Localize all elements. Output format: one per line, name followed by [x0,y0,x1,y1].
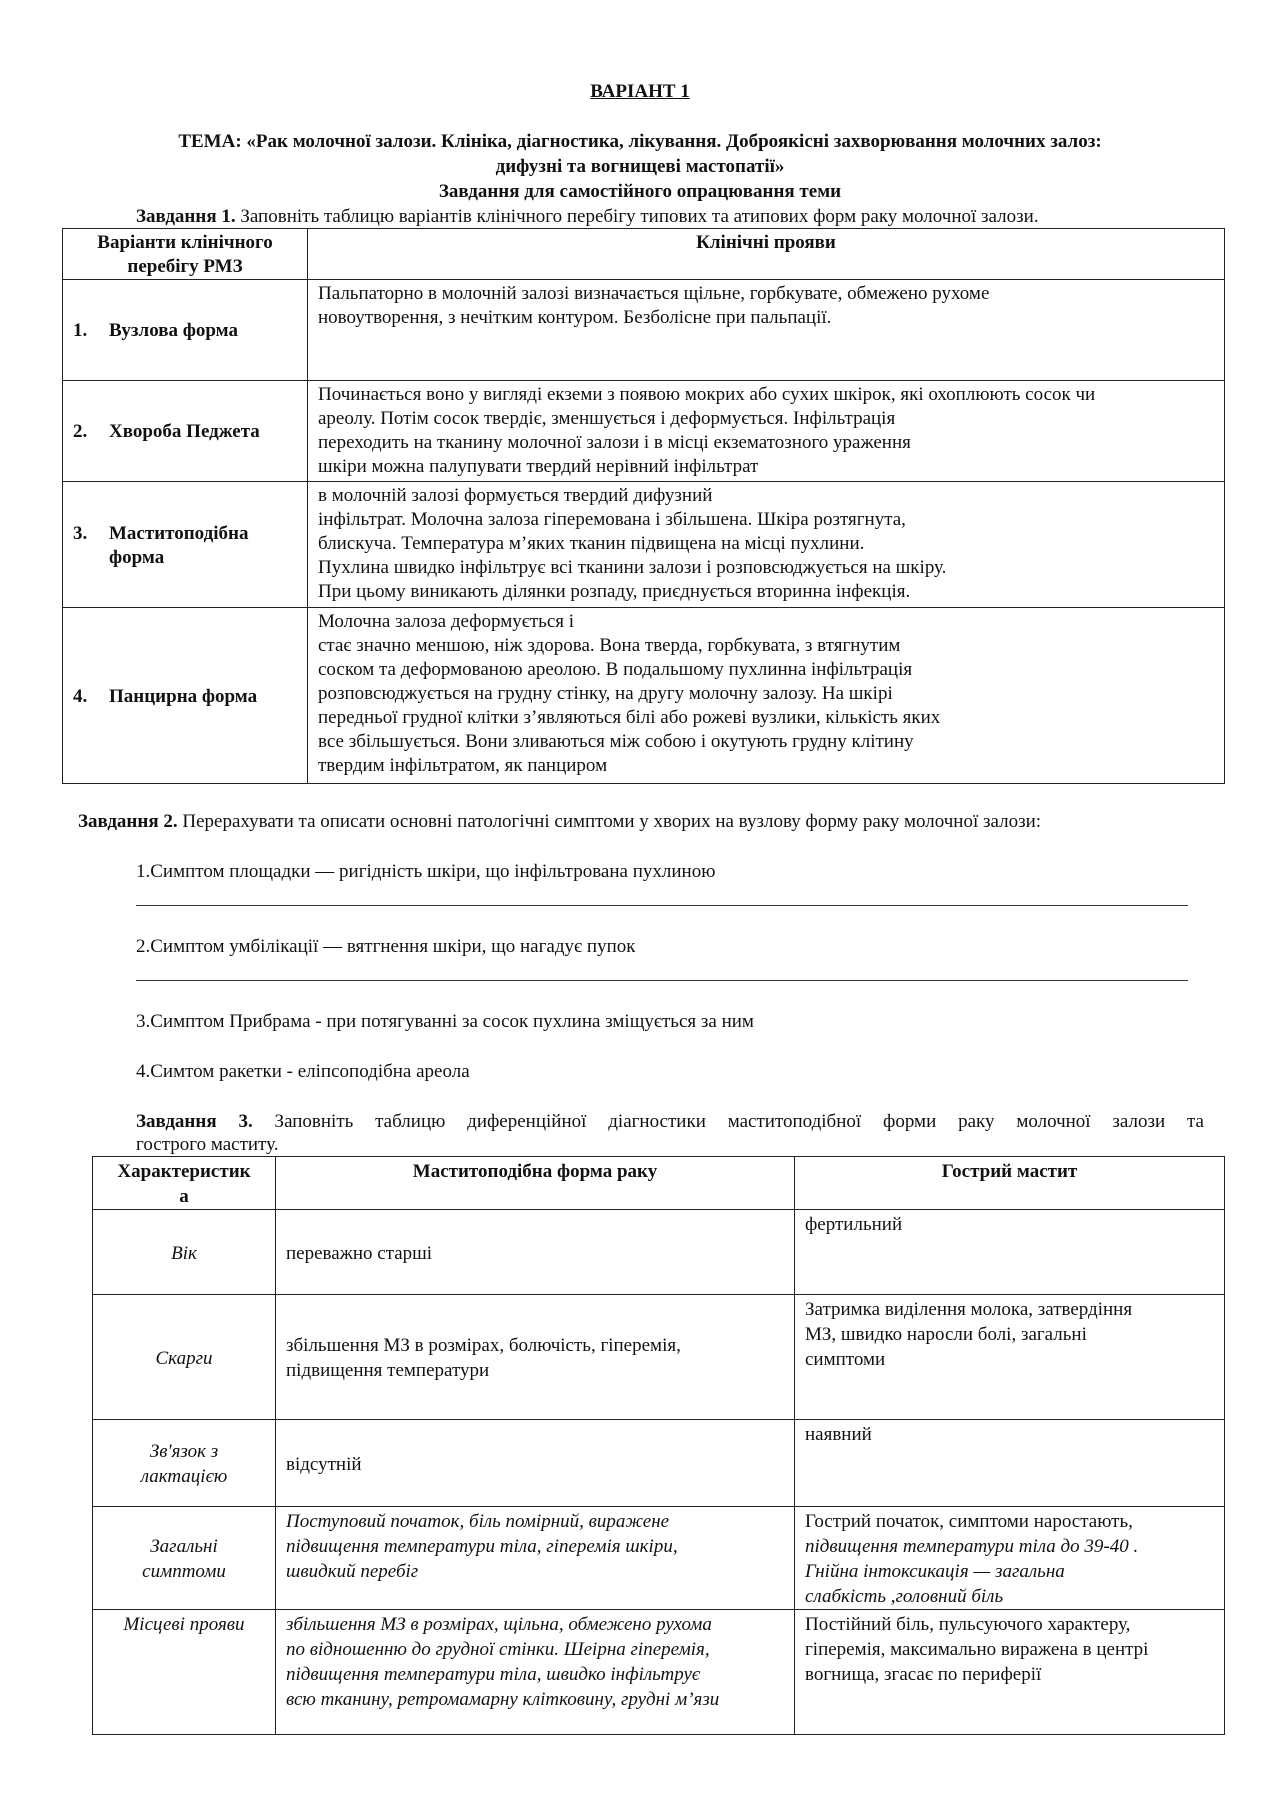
name-layout: 3. Маститоподібна форма [73,522,249,568]
table-row [93,1507,1225,1610]
characteristic-cell: Вік [93,1210,276,1295]
form-name-cell: 2. Хвороба Педжета [63,381,308,482]
task2-intro [78,810,1041,833]
symptom-item: 3.Симптом Прибрама - при потягуванні за сосок пухлина зміщується за ним [136,1011,754,1032]
task3-label: Завдання 3. [136,1111,253,1132]
form-name-cell [63,482,308,608]
answer-line [136,905,1188,906]
cancer-cell: переважно старші [276,1210,795,1295]
table-row [93,1210,1225,1295]
table-row [93,1420,1225,1507]
subtitle: Завдання для самостійного опрацювання теми [438,181,842,202]
mastitis-cell: фертильний [795,1210,1225,1295]
cancer-cell: збільшення МЗ в розмірах, болючість, гіперемія, підвищення температури [276,1295,795,1420]
mastitis-cell: наявний [795,1420,1225,1507]
manifestation-cell: Починається воно у вигляді екземи з появою мокрих або сухих шкірок, які охоплюють сосок чи ареолу. Потім сосок твердіє, зменшується і деформується. Інфільтрація переходить на тканину молочної залози і в місці екзематозного ураження шкіри можна палупувати твердий нерівний інфільтрат [308,381,1225,482]
characteristic-cell: Місцеві прояви [93,1610,276,1735]
task1-text: Заповніть таблицю варіантів клінічного перебігу типових та атипових форм раку молочної залози. [235,206,1039,227]
mastitis-cell: Гострий початок, симптоми наростають, підвищення температури тіла до 39-40 . Гнійна інтоксикація — загальна слабкість ,головний біль [795,1507,1225,1610]
topic-line-1: ТЕМА: «Рак молочної залози. Клініка, діагностика, лікування. Доброякісні захворювання молочних залоз: [178,131,1102,152]
mastitis-cell: Постійний біль, пульсуючого характеру, гіперемія, максимально виражена в центрі вогнища, згасає по периферії [795,1610,1225,1735]
variant-title: ВАРІАНТ 1 [590,81,690,102]
form-name-cell: 4. Панцирна форма [63,608,308,784]
col-cancer-header: Маститоподібна форма раку [276,1157,795,1210]
table-row [93,1610,1225,1735]
clinical-forms-table [62,228,1225,784]
cancer-cell: відсутній [276,1420,795,1507]
table-row [63,482,1225,608]
mastitis-cell: Затримка виділення молока, затвердіння МЗ, швидко наросли болі, загальні симптоми [795,1295,1225,1420]
col-manifestations-header: Клінічні прояви [308,229,1225,280]
col-mastitis-header: Гострий мастит [795,1157,1225,1210]
table-row [63,280,1225,381]
symptom-item: 1.Симптом площадки — ригідність шкіри, що інфільтрована пухлиною [136,861,716,882]
table-row [63,381,1225,482]
manifestation-cell: Молочна залоза деформується і стає значно меншою, ніж здорова. Вона тверда, горбкувата, з втягнутим соском та деформованою ареолою. В подальшому пухлинна інфільтрація розповсюджується на грудну стінку, на другу молочну залозу. На шкірі передньої грудної клітки з’являються білі або рожеві вузлики, кількість яких все збільшується. Вони зливаються між собою і окутують грудну клітину твердим інфільтратом, як панциром [308,608,1225,784]
table-header-row [93,1157,1225,1210]
task2-text: Перерахувати та описати основні патологічні симптоми у хворих на вузлову форму раку молочної залози: [177,811,1042,832]
col-characteristic-header: Характеристик а [93,1157,276,1210]
characteristic-cell: Скарги [93,1295,276,1420]
table-row [93,1295,1225,1420]
manifestation-cell: в молочній залозі формується твердий дифузний інфільтрат. Молочна залоза гіперемована і збільшена. Шкіра розтягнута, блискуча. Температура м’яких тканин підвищена на місці пухлини. Пухлина швидко інфільтрує всі тканини залози і розповсюджується на шкіру. При цьому виникають ділянки розпаду, приєднується вторинна інфекція. [308,482,1225,608]
characteristic-cell: Загальні симптоми [93,1507,276,1610]
topic-line-2: дифузні та вогнищеві мастопатії» [495,156,785,177]
symptom-item: 2.Симптом умбілікації — вятгнення шкіри, що нагадує пупок [136,936,636,957]
table-row [63,608,1225,784]
col-variants-header: Варіанти клінічного перебігу РМЗ [63,229,308,280]
task3-intro-line1 [136,1110,1204,1133]
cancer-cell: Поступовий початок, біль помірний, виражене підвищення температури тіла, гіперемія шкіри, швидкий перебіг [276,1507,795,1610]
answer-line [136,980,1188,981]
table-header-row [63,229,1225,280]
characteristic-cell: Зв'язок з лактацією [93,1420,276,1507]
manifestation-cell: Пальпаторно в молочній залозі визначається щільне, горбкувате, обмежено рухоме новоутворення, з нечітким контуром. Безболісне при пальпації. [308,280,1225,381]
differential-diagnosis-table [92,1156,1225,1735]
symptom-item: 4.Симтом ракетки - еліпсоподібна ареола [136,1061,470,1082]
task2-label: Завдання 2. [78,811,178,832]
task1-intro [136,205,1039,228]
form-name-cell: 1. Вузлова форма [63,280,308,381]
task1-label: Завдання 1. [136,206,236,227]
task3-intro-line2: гострого маститу. [136,1134,279,1155]
cancer-cell: збільшення МЗ в розмірах, щільна, обмежено рухома по відношенню до грудної стінки. Шеірна гіперемія, підвищення температури тіла, швидко інфільтрує всю тканину, ретромамарну клітковину, грудні м’язи [276,1610,795,1735]
task3-text: Заповніть таблицю диференційної діагностики маститоподібної форми раку молочної залози та [252,1111,1204,1132]
